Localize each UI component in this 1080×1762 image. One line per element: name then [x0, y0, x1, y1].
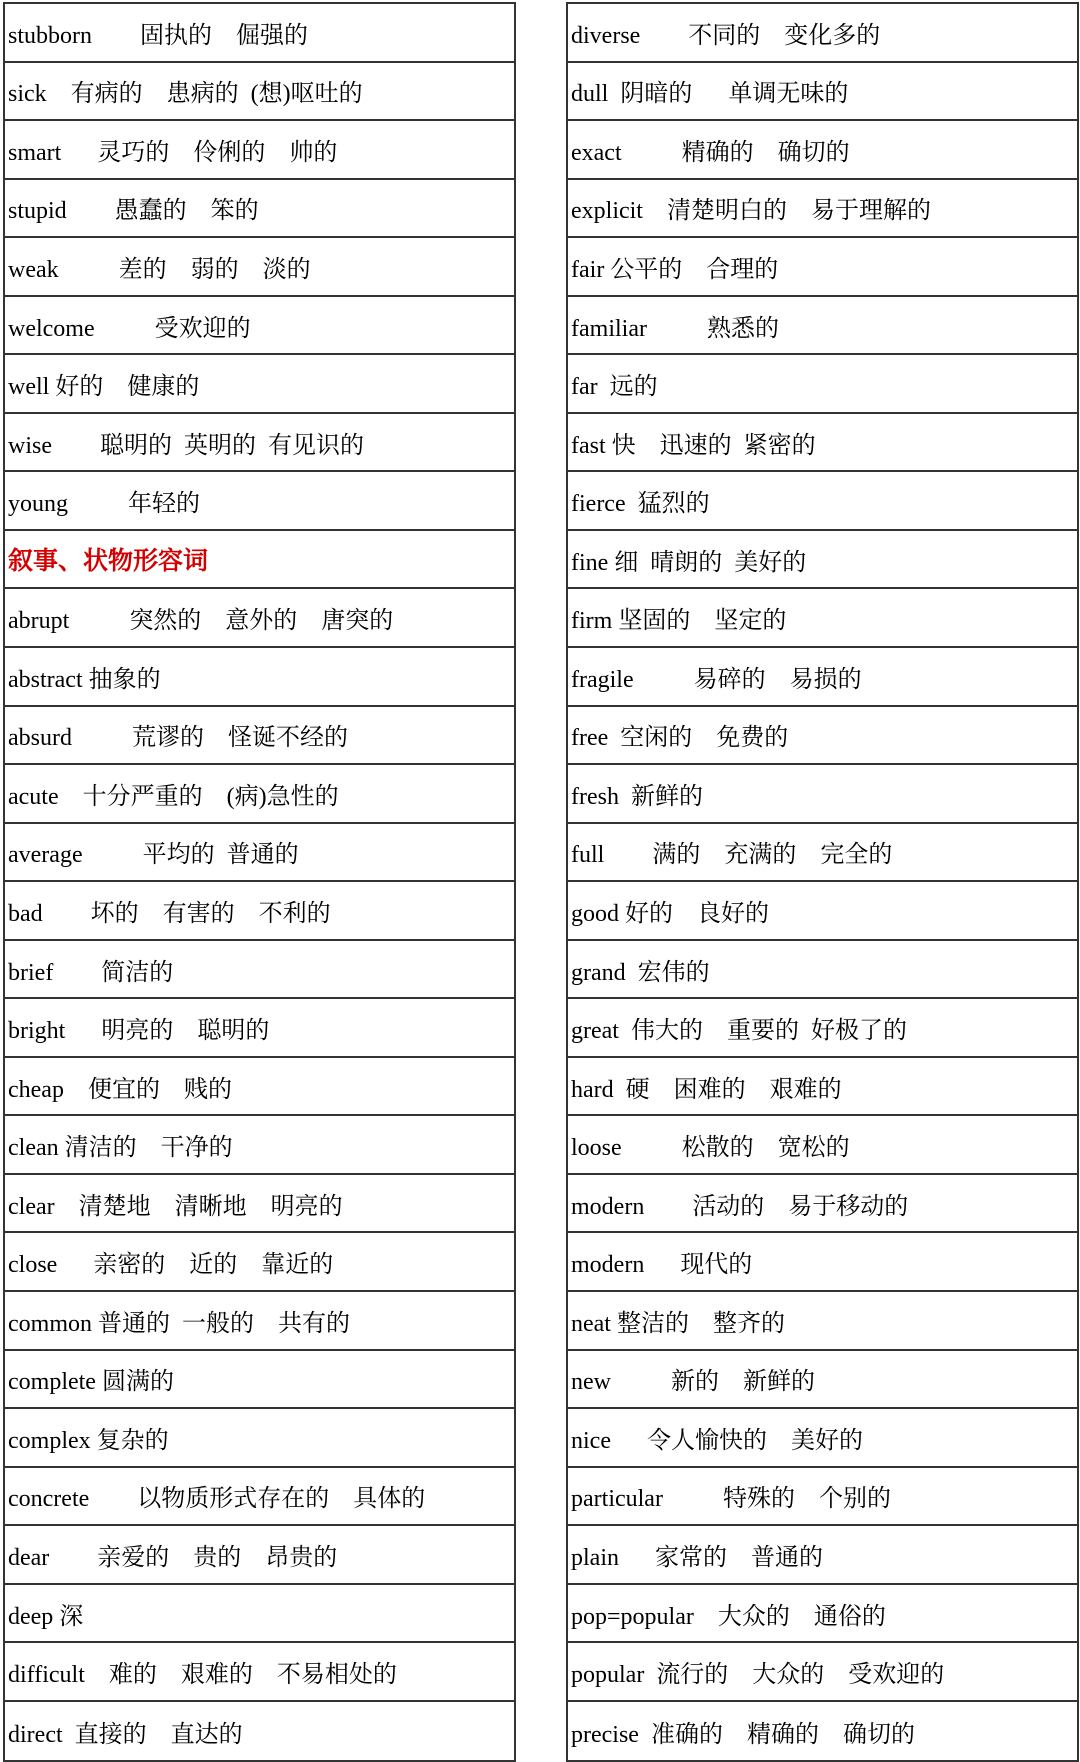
vocabulary-row: abstract 抽象的 — [5, 648, 514, 707]
vocabulary-row: deep 深 — [5, 1585, 514, 1644]
vocabulary-row: dull 阴暗的 单调无味的 — [568, 63, 1077, 122]
vocabulary-row: popular 流行的 大众的 受欢迎的 — [568, 1643, 1077, 1702]
left-word-column — [3, 2, 516, 1762]
vocabulary-row: diverse 不同的 变化多的 — [568, 4, 1077, 63]
vocabulary-row: modern 活动的 易于移动的 — [568, 1175, 1077, 1234]
vocabulary-row: nice 令人愉快的 美好的 — [568, 1409, 1077, 1468]
section-heading: 叙事、状物形容词 — [5, 531, 514, 590]
vocabulary-row: familiar 熟悉的 — [568, 297, 1077, 356]
vocabulary-row: sick 有病的 患病的 (想)呕吐的 — [5, 63, 514, 122]
vocabulary-row: weak 差的 弱的 淡的 — [5, 238, 514, 297]
vocabulary-row: fair 公平的 合理的 — [568, 238, 1077, 297]
vocabulary-row: complex 复杂的 — [5, 1409, 514, 1468]
right-word-column — [566, 2, 1079, 1762]
vocabulary-row: acute 十分严重的 (病)急性的 — [5, 765, 514, 824]
vocabulary-row: complete 圆满的 — [5, 1351, 514, 1410]
vocabulary-row: bright 明亮的 聪明的 — [5, 999, 514, 1058]
vocabulary-row: abrupt 突然的 意外的 唐突的 — [5, 589, 514, 648]
vocabulary-row: wise 聪明的 英明的 有见识的 — [5, 414, 514, 473]
vocabulary-row: fast 快 迅速的 紧密的 — [568, 414, 1077, 473]
vocabulary-row: new 新的 新鲜的 — [568, 1351, 1077, 1410]
vocabulary-row: free 空闲的 免费的 — [568, 707, 1077, 766]
vocabulary-row: fresh 新鲜的 — [568, 765, 1077, 824]
vocabulary-row: difficult 难的 艰难的 不易相处的 — [5, 1643, 514, 1702]
vocabulary-row: explicit 清楚明白的 易于理解的 — [568, 180, 1077, 239]
vocabulary-row: brief 简洁的 — [5, 941, 514, 1000]
vocabulary-row: welcome 受欢迎的 — [5, 297, 514, 356]
vocabulary-row: smart 灵巧的 伶俐的 帅的 — [5, 121, 514, 180]
vocabulary-row: great 伟大的 重要的 好极了的 — [568, 999, 1077, 1058]
vocabulary-row: hard 硬 困难的 艰难的 — [568, 1058, 1077, 1117]
vocabulary-row: concrete 以物质形式存在的 具体的 — [5, 1468, 514, 1527]
vocabulary-row: full 满的 充满的 完全的 — [568, 824, 1077, 883]
vocabulary-row: absurd 荒谬的 怪诞不经的 — [5, 707, 514, 766]
vocabulary-row: well 好的 健康的 — [5, 355, 514, 414]
vocabulary-row: cheap 便宜的 贱的 — [5, 1058, 514, 1117]
vocabulary-row: bad 坏的 有害的 不利的 — [5, 882, 514, 941]
vocabulary-row: plain 家常的 普通的 — [568, 1526, 1077, 1585]
vocabulary-row: average 平均的 普通的 — [5, 824, 514, 883]
vocabulary-row: particular 特殊的 个别的 — [568, 1468, 1077, 1527]
vocabulary-row: common 普通的 一般的 共有的 — [5, 1292, 514, 1351]
vocabulary-row: far 远的 — [568, 355, 1077, 414]
vocabulary-row: loose 松散的 宽松的 — [568, 1116, 1077, 1175]
vocabulary-row: precise 准确的 精确的 确切的 — [571, 1721, 915, 1748]
vocabulary-row: good 好的 良好的 — [568, 882, 1077, 941]
vocabulary-row: direct 直接的 直达的 — [8, 1721, 243, 1748]
vocabulary-row: firm 坚固的 坚定的 — [568, 589, 1077, 648]
vocabulary-row: young 年轻的 — [5, 472, 514, 531]
vocabulary-row: clean 清洁的 干净的 — [5, 1116, 514, 1175]
vocabulary-row: fierce 猛烈的 — [568, 472, 1077, 531]
vocabulary-row: clear 清楚地 清晰地 明亮的 — [5, 1175, 514, 1234]
vocabulary-row: grand 宏伟的 — [568, 941, 1077, 1000]
vocabulary-row: close 亲密的 近的 靠近的 — [5, 1233, 514, 1292]
vocabulary-row: neat 整洁的 整齐的 — [568, 1292, 1077, 1351]
vocabulary-row: fine 细 晴朗的 美好的 — [568, 531, 1077, 590]
vocabulary-row: stupid 愚蠢的 笨的 — [5, 180, 514, 239]
vocabulary-row: modern 现代的 — [568, 1233, 1077, 1292]
vocabulary-row: dear 亲爱的 贵的 昂贵的 — [5, 1526, 514, 1585]
vocabulary-row: exact 精确的 确切的 — [568, 121, 1077, 180]
vocabulary-row: fragile 易碎的 易损的 — [568, 648, 1077, 707]
vocabulary-row: stubborn 固执的 倔强的 — [5, 4, 514, 63]
vocabulary-row: pop=popular 大众的 通俗的 — [568, 1585, 1077, 1644]
